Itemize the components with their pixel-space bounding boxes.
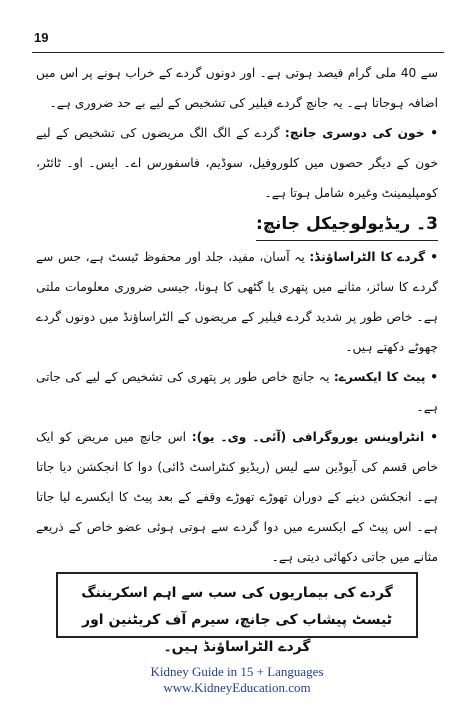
footer-title: Kidney Guide in 15 + Languages xyxy=(150,664,324,679)
page-number: 19 xyxy=(34,30,49,45)
page-footer xyxy=(0,664,474,696)
paragraph-text: یہ آسان، مفید، جلد اور محفوظ ٹیسٹ ہے، جس سے گردے کا سائز، مثانے میں پتھری یا گٹھی کا ہونا، جیسی ضروری معلومات ملتی ہے۔ خاص طور پر شدید گردے فیلیر کے مریضوں کے الٹراساؤنڈ میں دونوں گردے چھوٹے دکھتے ہیں۔ xyxy=(36,250,438,354)
paragraph-text: سے 40 ملی گرام فیصد ہوتی ہے۔ اور دونوں گردے کے خراب ہونے پر اس میں اضافہ ہوجاتا ہے۔ یہ جانچ گردے فیلیر کی تشخیص کے لیے بے حد ضروری ہے۔ xyxy=(36,66,438,110)
paragraph-abdomen-xray xyxy=(36,362,438,422)
paragraph-ultrasound xyxy=(36,242,438,362)
header-rule xyxy=(32,52,444,53)
paragraph-lead: • انٹراوینس یوروگرافی (آئی۔ وی۔ یو): xyxy=(191,430,438,444)
section-heading-wrap xyxy=(36,208,438,242)
paragraph-creatinine-rise xyxy=(36,58,438,118)
paragraph-ivu xyxy=(36,422,438,572)
paragraph-text: یہ جانچ خاص طور پر پتھری کی تشخیص کے لیے کی جاتی ہے۔ xyxy=(36,370,438,414)
paragraph-text: اس جانچ میں مریض کو ایک خاص قسم کی آیوڈین سے لیس (ریڈیو کنٹراسٹ ڈائی) دوا کا انجکشن دیا جاتا ہے۔ انجکشن دینے کے دوران تھوڑے تھوڑے وقفے کے بعد پیٹ کا ایکسرے لیا جاتا ہے۔ اس پیٹ کے ایکسرے میں دوا گردے سے ہوتی ہوئی عضو خاص کے ذریعے مثانے میں جاتی دکھائی دیتی ہے۔ xyxy=(36,430,438,564)
paragraph-lead: • خون کی دوسری جانچ: xyxy=(284,126,439,140)
paragraph-lead: • پیٹ کا ایکسرے: xyxy=(333,370,438,384)
footer-website-link[interactable]: www.KidneyEducation.com xyxy=(163,680,311,695)
paragraph-other-blood-tests xyxy=(36,118,438,208)
page-body xyxy=(36,58,438,572)
paragraph-lead: • گردے کا الٹراساؤنڈ: xyxy=(309,250,438,264)
key-point-box: گردے کی بیماریوں کی سب سے اہم اسکریننگ ٹیسٹ پیشاب کی جانچ، سیرم آف کریٹنین اور گردے الٹراساؤنڈ ہیں۔ xyxy=(56,572,418,638)
section-heading: 3۔ ریڈیولوجیکل جانچ: xyxy=(256,208,438,241)
paragraph-text: گردے کے الگ الگ مریضوں کی تشخیص کے لیے خون کے دیگر حصوں میں کلوروفیل، سوڈیم، فاسفورس اے۔ ایس۔ او۔ ٹائٹر، کومپلیمینٹ وغیرہ شامل ہوتا ہے۔ xyxy=(36,126,438,200)
